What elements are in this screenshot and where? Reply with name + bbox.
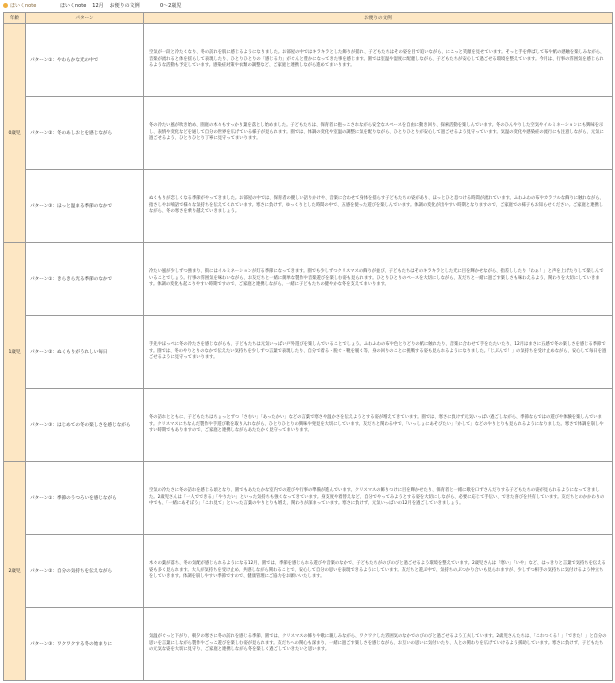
document-header [0,0,615,10]
example-cell: 空気が一段と冷たくなり、冬の訪れを肌に感じるようになりました。お部屋の中ではキラキラとした飾りが揺れ、子どもたちはその姿を目で追いながら、にこっと笑顔を見せています。そっと手を伸ばして布や紙の感触を楽しみながら、音楽が流れると体を揺らして表現したり、ひとりひとりの「感じる力」がぐんと豊かになってきた事を感じます。園では室温や湿度に配慮しながら、子どもたちが安心して過ごせる環境を整えています。今月は、行事の雰囲気を感じられるような活動も予定しています。感染症対策や衣類の調整など、ご家庭と連携しながら進めてまいります。 [144,24,613,97]
example-cell: 冷たい風が少しずつ強まり、街にはイルミネーションが灯る季節になってきます。園でも少しずつクリスマスの飾りが並び、子どもたちはそのキラキラとした光に目を輝かせながら、指差ししたり「わぁ！」と声を上げたりして楽しんでいることでしょう。行事の雰囲気を味わいながら、お友だちと一緒に簡単な製作や音楽遊びを楽しむ姿も見られます。ひとりひとりのペースを大切にしながら、友だちと一緒に過ごす楽しさも味わえるよう、関わりを大切にしていきます。体調の変化も起こりやすい時期ですので、ご家庭と連携しながら、一緒に子どもたちの健やかな冬を支えてまいります。 [144,243,613,316]
example-cell: 手先やほっぺに冬の冷たさを感じながらも、子どもたちは元気いっぱい戸外遊びを楽しんでいることでしょう。ふわふわの布や色とりどりの紙に触れたり、音楽に合わせて手をたたいたり、12月はまさに五感で冬の楽しさを感じる季節です。園では、冬のやりとりのなかで伝えたい気持ちを少しずつ言葉で表現したり、自分で着る・脱ぐ・靴を履く等、身の回りのことに挑戦する姿も見られるようになりました。「じぶんで！」の気持ちを受け止めながら、安心して毎日を過ごせるように見守ってまいります。 [144,316,613,389]
pattern-cell: パターン①：きらきら光る季節のなかで [26,243,144,316]
age-cell: 1歳児 [4,243,26,462]
pattern-cell: パターン②：ぬくもりがうれしい毎日 [26,316,144,389]
pattern-cell: パターン②：自分の気持ちを伝えながら [26,535,144,608]
table-row [4,462,613,535]
logo-text: ほいくnote [10,3,37,9]
pattern-cell: パターン①：季節のうつろいを感じながら [26,462,144,535]
example-cell: 空気の冷たさに冬の訪れを感じる頃となり、園でもあたたかな室内での遊びや行事の準備が進んでいます。クリスマスの飾りつけに目を輝かせたり、保育者と一緒に歌を口ずさんだりする子どもたちの姿が見られるようになってきました。2歳児さんは「一人でできる」「やりたい」といった気持ちも強くなってきています。身支度や着替えなど、自分でやってみようとする姿を大切にしながら、必要に応じて手伝い、できた喜びを共有しています。友だちとのかかわりの中でも、「一緒にあそぼう」「これ見て」といった言葉のやりとりも増え、関わりが深まっています。寒さに負けず、元気いっぱいの12月を過ごしていきましょう。 [144,462,613,535]
letter-examples-table [3,12,613,681]
month-label: 12月 [92,3,104,9]
table-row [4,316,613,389]
pattern-cell: パターン③：ワクワクする冬の始まりに [26,608,144,681]
age-cell: 2歳児 [4,462,26,681]
example-cell: 木々の葉が落ち、冬の気配が感じられるようになる12月、園では、季節を感じられる遊びや音楽のなかで、子どもたちがのびのびと過ごせるよう環境を整えています。2歳児さんは「寒い」「いや」など、はっきりと言葉で気持ちを伝える姿も多く見られます。大人が気持ちを受け止め、共感しながら関わることで、安心して自分の思いを表現できるようにしています。友だちと遊ぶ中で、気持ちのぶつかり合いも見られますが、少しずつ相手の気持ちに気付けるよう仲立ちをしていきます。体調を崩しやすい季節ですので、健康管理にご協力をお願いいたします。 [144,535,613,608]
document-title: お便りの文例 [109,3,140,9]
example-cell: 冬の訪れとともに、子どもたちはちょっとずつ「さむい」「あったかい」などの言葉で寒さや温かさを伝えようとする姿が増えてきています。園では、寒さに負けず元気いっぱい過ごしながら、季節ならではの遊びや体験を楽しんでいます。クリスマスにちなんだ製作や手遊び歌を取り入れながら、ひとりひとりの興味や発見を大切にしています。友だちと関わる中で、「いっしょにあそびたい」「かして」などのやりとりも見られるようになりました。寒さで体調を崩しやすい時期でもありますので、ご家庭と連携しながらあたたかく見守ってまいります。 [144,389,613,462]
table-row [4,97,613,170]
pattern-cell: パターン②：冬のあしおとを感じながら [26,97,144,170]
table-row [4,170,613,243]
example-cell: 冬の冷たい風が吹き始め、園庭の木々もすっかり葉を落とし始めました。子どもたちは、保育者に抱っこされながら安全なスペースを自由に動き回り、探索活動を楽しんでいます。冬のひんやりした空気やイルミネーションにも興味を示し、表情や変化などを通して自分の世界を広げている様子が見られます。園では、体調の変化や室温の調整に気を配りながら、ひとりひとりが安心して過ごせるよう見守っています。気温の変化や感染症の流行にも注意しながら、元気に過ごせるよう、ひとりひとり丁寧に見守ってまいります。 [144,97,613,170]
table-row [4,535,613,608]
pattern-cell: パターン③：はじめての冬の楽しさを感じながら [26,389,144,462]
age-cell: 0歳児 [4,24,26,243]
column-header-age: 年齢 [4,13,26,24]
table-row [4,608,613,681]
logo-icon [3,3,8,8]
table-header-row [4,13,613,24]
site-logo [3,2,36,9]
pattern-cell: パターン③：ほっと温まる季節のなかで [26,170,144,243]
table-row [4,24,613,97]
example-cell: ぬくもりが恋しくなる季節がやってきました。お部屋の中では、保育者の優しい語りかけや、音楽に合わせて身体を揺らす子どもたちの姿があり、ほっとひと息つける時間が流れています。ふわふわの布やカラフルな飾りに触れながら、指さしやお喃語で様々な気持ちを伝えてくれています。寒さに負けず、ゆっくりとした時間の中で、五感を使った遊びを楽しんでいます。体調の変化が出やすい時期となりますので、ご家庭での様子もお知らせください。ご家庭と連携しながら、冬の寒さを乗り越えていきましょう。 [144,170,613,243]
column-header-pattern: パターン [26,13,144,24]
column-header-example: お便りの文例 [144,13,613,24]
age-range: 0〜2歳児 [160,3,182,9]
table-row [4,243,613,316]
table-row [4,389,613,462]
document-meta [60,2,140,9]
example-cell: 気温がぐっと下がり、朝夕の寒さに冬の訪れを感じる季節、園では、クリスマスの飾りや歌に親しみながら、ワクワクした雰囲気のなかでのびのびと過ごせるよう工夫しています。2歳児さんたちは、「これつくる！」「できた！」と自分の思いを言葉にしながら製作やごっこ遊びを楽しむ姿が見られます。友だちへの関心も深まり、一緒に過ごす楽しさを感じながら、お互いの思いに気付いたり、人との関わりを広げていけるよう援助しています。寒さに負けず、子どもたちの元気な姿を大切に見守り、ご家庭と連携しながら冬を楽しく過ごしていきたいと思います。 [144,608,613,681]
site-name: ほいくnote [60,3,87,9]
pattern-cell: パターン①：やわらかな光の中で [26,24,144,97]
